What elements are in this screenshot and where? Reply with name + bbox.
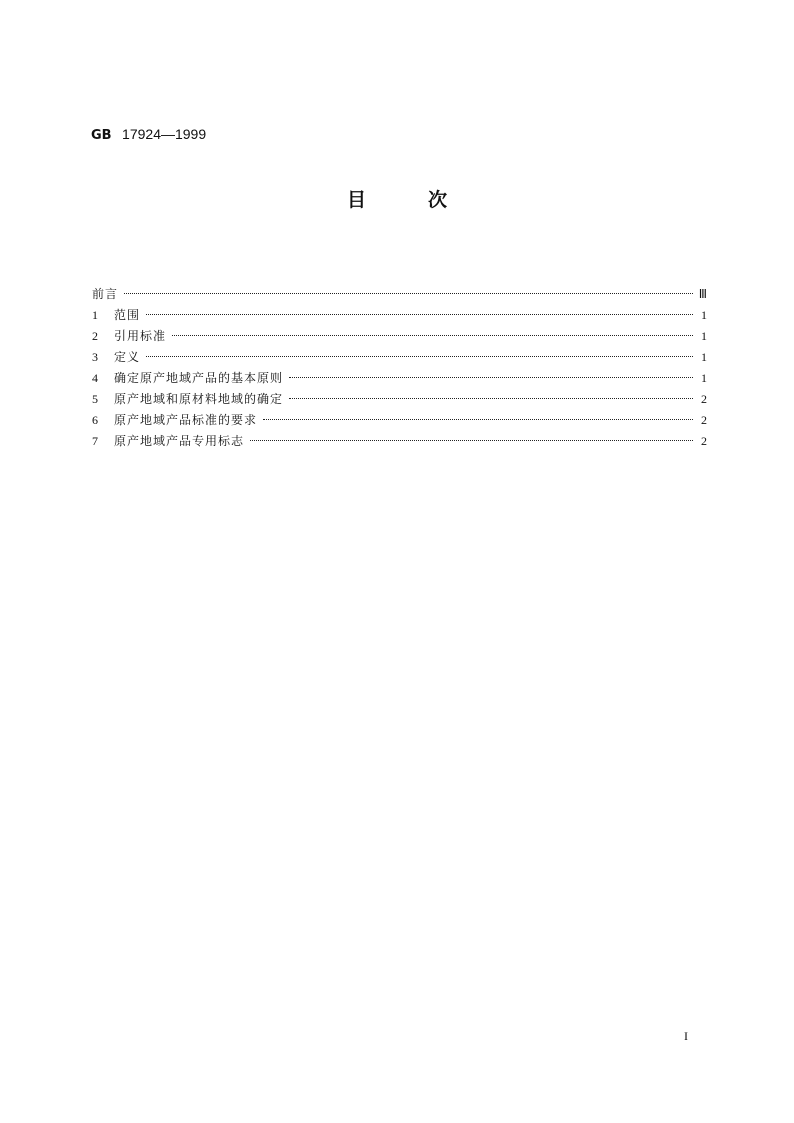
toc-entry-number: 6 <box>92 413 98 427</box>
toc-entry-4[interactable] <box>92 368 707 389</box>
toc-entry-number: 5 <box>92 392 98 406</box>
toc-entry-title: 原产地域产品标准的要求 <box>114 413 258 427</box>
toc-entry-number: 4 <box>92 371 98 385</box>
toc-entry-title: 范围 <box>114 308 141 322</box>
toc-dot-leader <box>146 356 693 357</box>
toc-entry-number: 7 <box>92 434 98 448</box>
toc-entry-title: 确定原产地域产品的基本原则 <box>114 371 284 385</box>
toc-entry-title: 前言 <box>92 287 119 301</box>
toc-entry-title: 原产地域和原材料地域的确定 <box>114 392 284 406</box>
toc-entry-page: 2 <box>701 434 707 448</box>
toc-entry-page: 1 <box>701 329 707 343</box>
toc-dot-leader <box>289 398 693 399</box>
table-of-contents <box>92 284 707 452</box>
toc-entry-5[interactable] <box>92 389 707 410</box>
toc-entry-6[interactable] <box>92 410 707 431</box>
toc-entry-page: 1 <box>701 350 707 364</box>
toc-dot-leader <box>146 314 693 315</box>
page-number: I <box>684 1029 688 1043</box>
toc-entry-number: 1 <box>92 308 98 322</box>
toc-entry-page: Ⅲ <box>698 287 707 301</box>
toc-entry-title: 定义 <box>114 350 141 364</box>
toc-entry-title: 原产地域产品专用标志 <box>114 434 245 448</box>
toc-dot-leader <box>289 377 693 378</box>
toc-entry-title: 引用标准 <box>114 329 167 343</box>
toc-entry-3[interactable] <box>92 347 707 368</box>
toc-dot-leader <box>172 335 693 336</box>
toc-dot-leader <box>263 419 693 420</box>
page-title: 目次 <box>346 189 509 211</box>
standard-prefix: GB <box>91 128 112 143</box>
toc-entry-number: 3 <box>92 350 98 364</box>
toc-entry-7[interactable] <box>92 431 707 452</box>
toc-entry-page: 2 <box>701 413 707 427</box>
toc-entry-foreword[interactable] <box>92 284 707 305</box>
toc-entry-2[interactable] <box>92 326 707 347</box>
toc-entry-page: 1 <box>701 308 707 322</box>
toc-entry-page: 1 <box>701 371 707 385</box>
toc-entry-1[interactable] <box>92 305 707 326</box>
toc-dot-leader <box>250 440 693 441</box>
toc-dot-leader <box>124 293 693 294</box>
toc-entry-page: 2 <box>701 392 707 406</box>
standard-header <box>91 124 206 146</box>
toc-entry-number: 2 <box>92 329 98 343</box>
standard-number: 17924—1999 <box>122 126 207 142</box>
